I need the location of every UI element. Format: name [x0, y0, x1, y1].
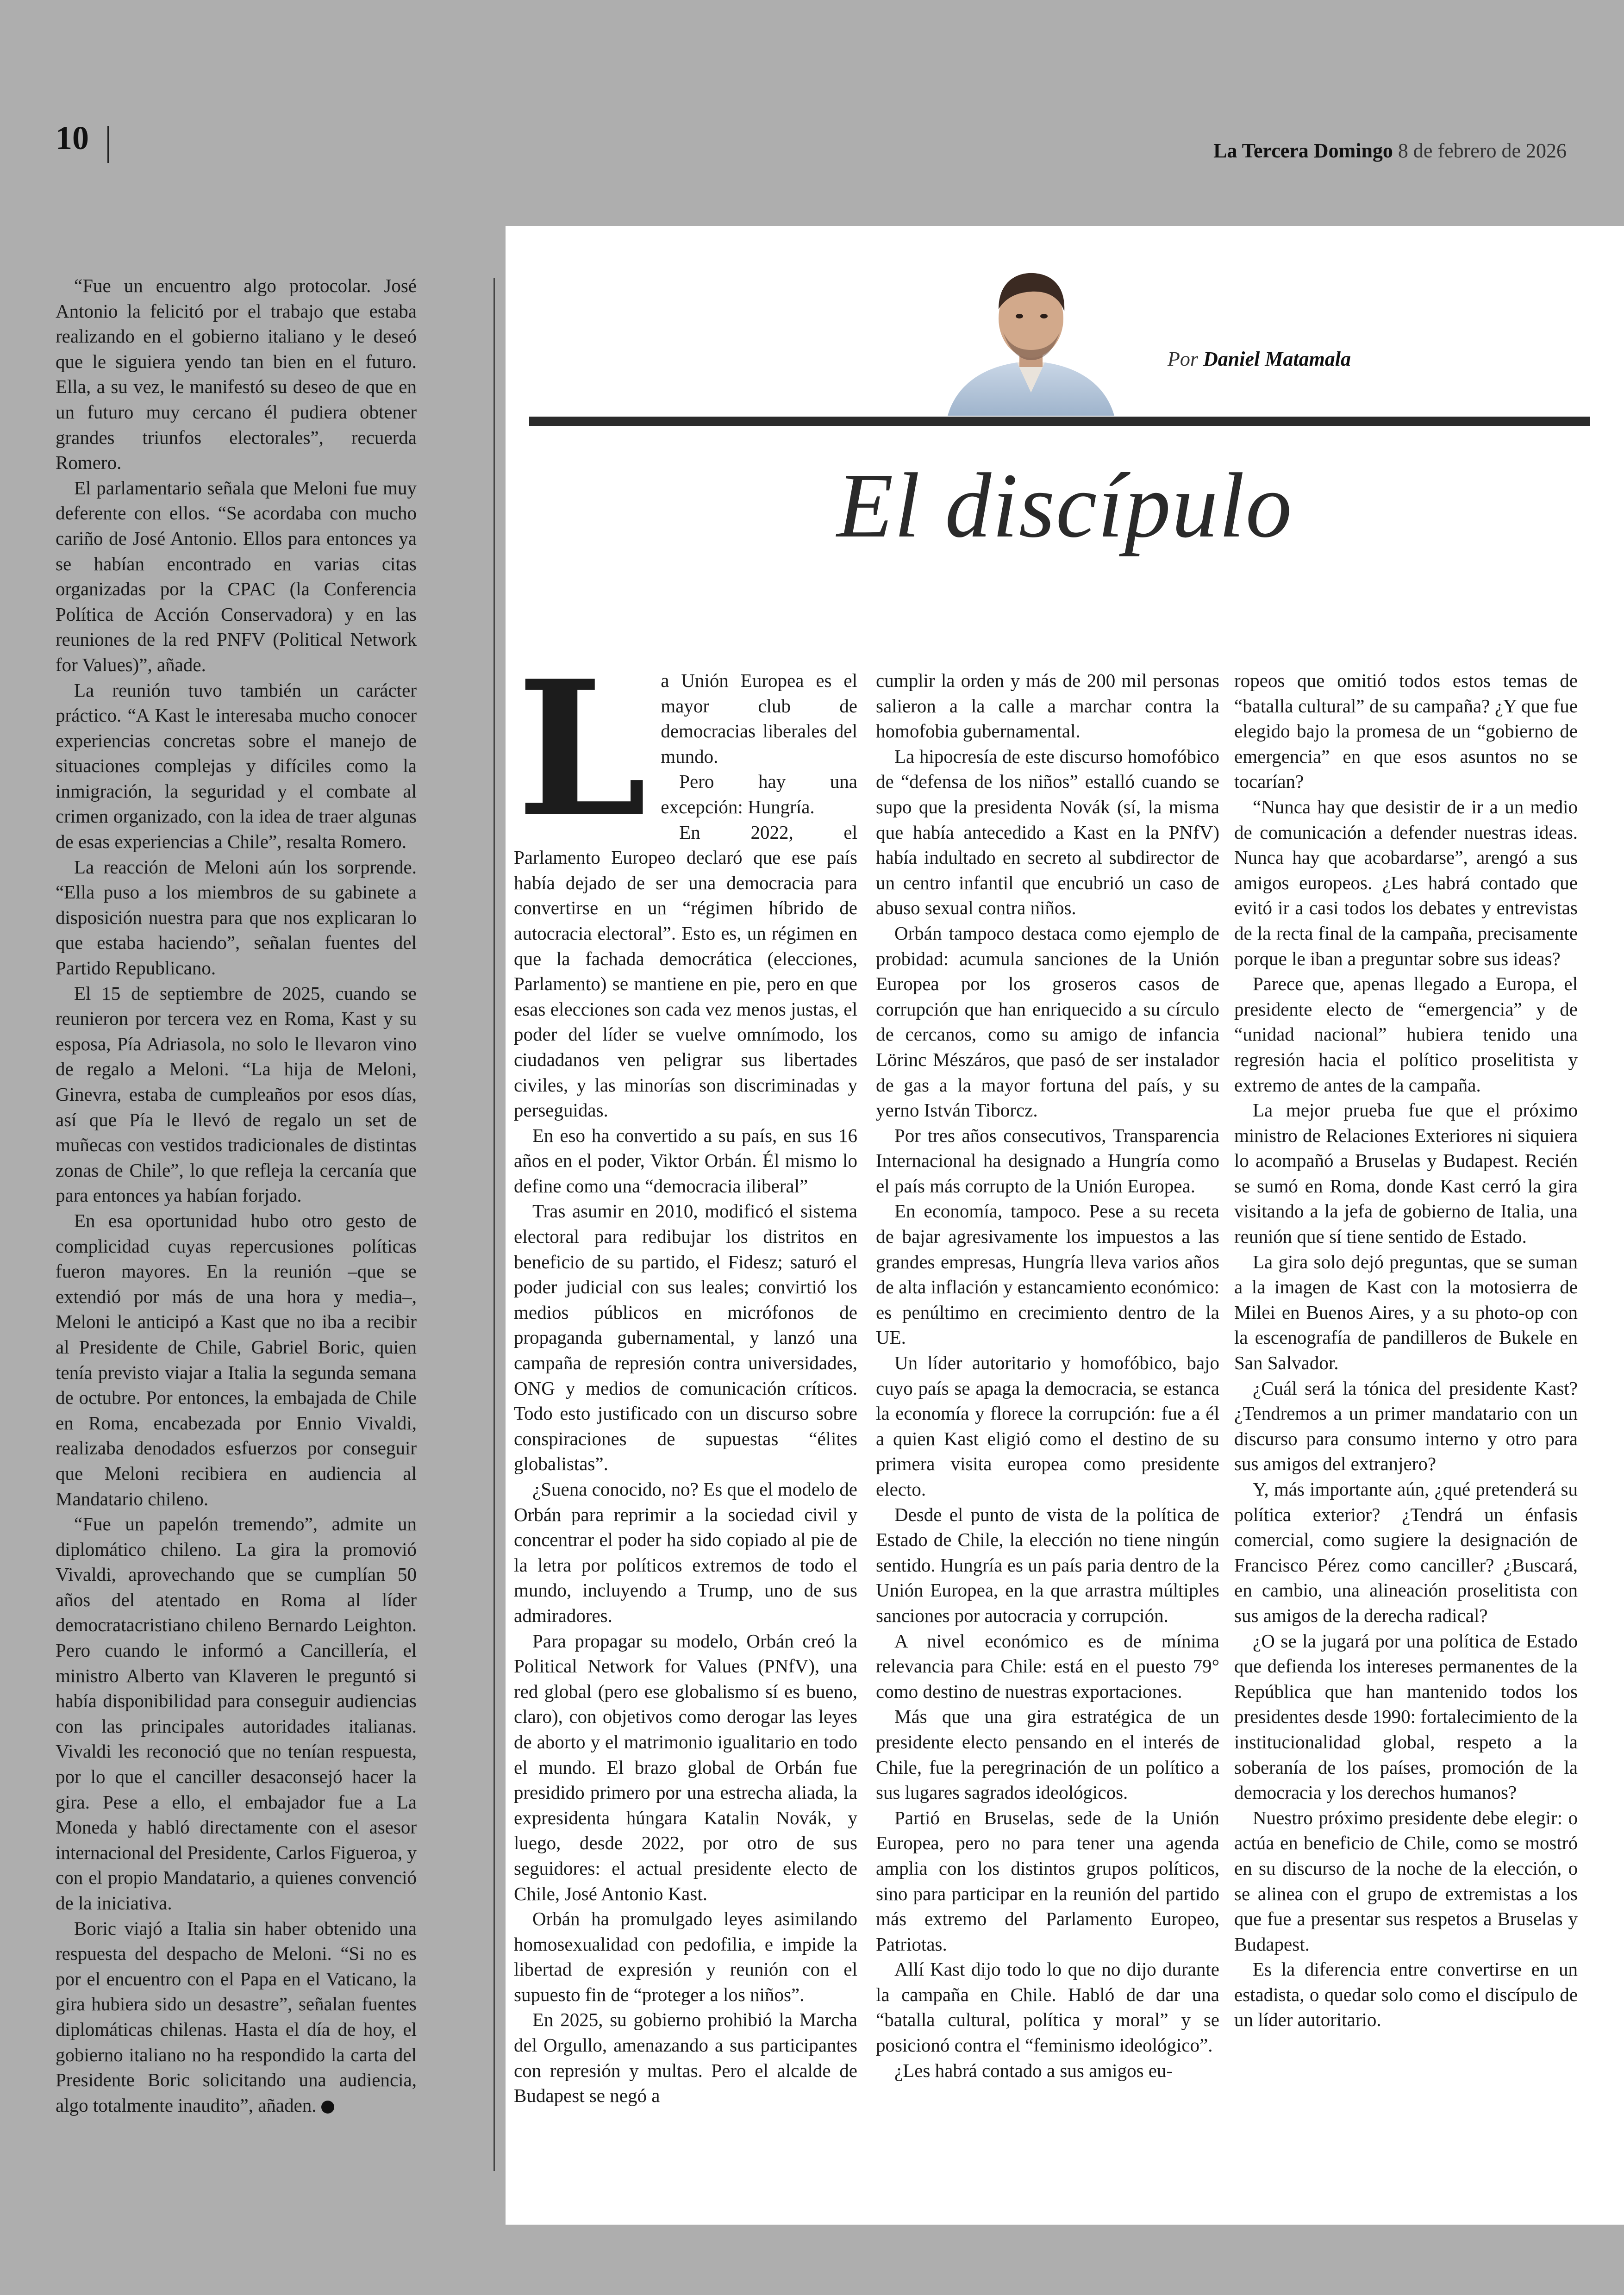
headline-rule: [529, 417, 1590, 426]
byline: [1168, 347, 1351, 371]
byline-prefix: Por: [1168, 348, 1198, 370]
sidebar-paragraph-last: [56, 1916, 417, 2118]
masthead: [1213, 139, 1567, 162]
article-paragraph: Tras asumir en 2010, modificó el sistema electoral para redibujar los distritos en beneficio de su partido, el Fidesz; saturó el poder judicial con sus leales; convirtió los medios públicos en micrófonos de propaganda gubernamental, y lanzó una campaña de represión contra universidades, ONG y medios de comunicación críticos. Todo esto justificado con un discurso sobre conspiraciones de supuestas “élites globalistas”.: [514, 1200, 857, 1475]
article-paragraph: En economía, tampoco. Pese a su receta de bajar agresivamente los impuestos a las grandes empresas, Hungría lleva varios años de alta inflación y estancamiento económico: es penúltimo en crecimiento dentro de la UE.: [876, 1200, 1219, 1348]
article-paragraph: ropeos que omitió todos estos temas de “batalla cultural” de su campaña? ¿Y que fue elegido bajo la promesa de un “gobierno de emergencia” en que esos asuntos no se tocarían?: [1234, 670, 1578, 792]
article-paragraph: Allí Kast dijo todo lo que no dijo durante la campaña en Chile. Habló de dar una “batalla cultural, política y moral” y se posicionó contra el “feminismo ideológico”.: [876, 1958, 1219, 2056]
article-paragraph: Más que una gira estratégica de un presidente electo pensando en el interés de Chile, fue la peregrinación de un político a sus lugares sagrados ideológicos.: [876, 1706, 1219, 1803]
sidebar-paragraph: El 15 de septiembre de 2025, cuando se reunieron por tercera vez en Roma, Kast y su esposa, Pía Adriasola, no solo le llevaron vino de regalo a Meloni. “La hija de Meloni, Ginevra, estaba de cumpleaños por esos días, así que Pía le llevó de regalo un set de muñecas con vestidos tradicionales de distintas zonas de Chile”, lo que refleja la cercanía que para entonces ya habían forjado.: [56, 982, 417, 1206]
opinion-column: [506, 226, 1624, 2225]
end-mark-icon: [321, 2101, 334, 2114]
sidebar-paragraph: “Fue un encuentro algo protocolar. José Antonio la felicitó por el trabajo que estaba realizando en el gobierno italiano y le deseó que le siguiera yendo tan bien en el futuro. Ella, a su vez, le manifestó su deseo de que en un futuro muy cercano él pudiera obtener grandes triunfos electorales”, recuerda Romero.: [56, 275, 417, 474]
article-paragraph: a Unión Europea es el mayor club de democracias liberales del mundo.: [661, 670, 857, 767]
article-column-1: [514, 640, 857, 2108]
page-number: 10: [56, 119, 89, 156]
article-paragraph: ¿Les habrá contado a sus amigos eu-: [894, 2059, 1173, 2081]
author-name: Daniel Matamala: [1203, 348, 1351, 370]
article-paragraph: En eso ha convertido a su país, en sus 16 años en el poder, Viktor Orbán. Él mismo lo define como una “democracia iliberal”: [514, 1124, 857, 1197]
article-paragraph: ¿Suena conocido, no? Es que el modelo de Orbán para reprimir a la sociedad civil y concentrar el poder ha sido copiado al pie de la letra por políticos extremos de todo el mundo, incluyendo a Trump, uno de sus admiradores.: [514, 1478, 857, 1626]
publication-date: 8 de febrero de 2026: [1398, 139, 1567, 162]
article-paragraph: Desde el punto de vista de la política de Estado de Chile, la elección no tiene ningún sentido. Hungría es un país paria dentro de la Unión Europea, en la que arrastra múltiples sanciones por autocracia y corrupción.: [876, 1503, 1219, 1626]
page-number-rule: [107, 126, 109, 163]
article-paragraph: En 2022, el Parlamento Europeo declaró que ese país había dejado de ser una democracia para convertirse en un “régimen híbrido de autocracia electoral”. Esto es, un régimen en que la fachada democrática (elecciones, Parlamento) se mantiene en pie, pero en que esas elecciones son cada vez menos justas, el poder del líder se vuelve omnímodo, los ciudadanos ven peligrar sus libertades civiles, y las minorías son discriminadas y perseguidas.: [514, 821, 857, 1121]
article-column-2: [876, 668, 1219, 2083]
article-paragraph: Partió en Bruselas, sede de la Unión Europea, pero no para tener una agenda amplia con los distintos grupos políticos, sino para participar en la reunión del partido más extremo del Parlamento Europeo, Patriotas.: [876, 1807, 1219, 1955]
sidebar-paragraph: El parlamentario señala que Meloni fue muy deferente con ellos. “Se acordaba con mucho cariño de José Antonio. Ellos para entonces ya se habían encontrado en varias citas organizadas por la CPAC (la Conferencia Política de Acción Conservadora) y en las reuniones de la red PNFV (Political Network for Values)”, añade.: [56, 477, 417, 675]
sidebar-paragraph: “Fue un papelón tremendo”, admite un diplomático chileno. La gira la promovió Vivaldi, aprovechando que se cumplían 50 años del atentado en Roma al líder democratacristiano chileno Bernardo Leighton. Pero cuando le informó a Cancillería, el ministro Alberto van Klaveren le preguntó si había disponibilidad para conseguir audiencias con las principales autoridades italianas. Vivaldi les reconoció que no tenían respuesta, por lo que el canciller desaconsejó hacer la gira. Pese a ello, el embajador fue a La Moneda y habló directamente con el asesor internacional del Presidente, Carlos Figueroa, y con el propio Mandatario, a quienes convenció de la iniciativa.: [56, 1513, 417, 1914]
sidebar-last-text: Boric viajó a Italia sin haber obtenido una respuesta del despacho de Meloni. “Si no es por el encuentro con el Papa en el Vaticano, la gira hubiera sido un desastre”, señalan fuentes diplomáticas chilenas. Hasta el día de hoy, el gobierno italiano no ha respondido la carta del Presidente Boric solicitando una audiencia, algo totalmente inaudito”, añaden.: [56, 1917, 417, 2116]
article-paragraph: ¿Cuál será la tónica del presidente Kast? ¿Tendremos a un primer mandatario con un discurso para consumo interno y otro para sus amigos del extranjero?: [1234, 1377, 1578, 1475]
article-paragraph: Parece que, apenas llegado a Europa, el presidente electo de “emergencia” y de “unidad nacional” hubiera tenido una regresión hacia el político proselitista y extremo de antes de la campaña.: [1234, 973, 1578, 1096]
article-paragraph: Por tres años consecutivos, Transparencia Internacional ha designado a Hungría como el país más corrupto de la Unión Europea.: [876, 1124, 1219, 1197]
headline: El discípulo: [837, 455, 1293, 557]
column-divider: [493, 278, 495, 2171]
article-paragraph: La hipocresía de este discurso homofóbico de “defensa de los niños” estalló cuando se supo que la presidenta Novák (sí, la misma que había antecedido a Kast en la PNfV) había indultado en secreto al subdirector de un centro infantil que encubrió un caso de abuso sexual contra niños.: [876, 745, 1219, 919]
sidebar-paragraph: En esa oportunidad hubo otro gesto de complicidad cuyas repercusiones políticas fueron mayores. En la reunión –que se extendió por más de una hora y media–, Meloni le anticipó a Kast que no iba a recibir al Presidente de Chile, Gabriel Boric, quien tenía previsto viajar a Italia la segunda semana de octubre. Por entonces, la embajada de Chile en Roma, encabezada por Ennio Vivaldi, realizaba denodados esfuerzos por conseguir que Meloni recibiera en audiencia al Mandatario chileno.: [56, 1210, 417, 1509]
article-column-3: [1234, 668, 1578, 2033]
article-paragraph: Y, más importante aún, ¿qué pretenderá su política exterior? ¿Tendrá un énfasis comercial, como sugiere la designación de Francisco Pérez como canciller? ¿Buscará, en cambio, una alineación proselitista con sus amigos de la derecha radical?: [1234, 1478, 1578, 1626]
article-paragraph: ¿O se la jugará por una política de Estado que defienda los intereses permanentes de la República que han mantenido todos los presidentes desde 1990: fortalecimiento de la institucionalidad global, respeto a la soberanía de los países, promoción de la democracia y los derechos humanos?: [1234, 1630, 1578, 1803]
article-paragraph: cumplir la orden y más de 200 mil personas salieron a la calle a marchar contra la homofobia gubernamental.: [876, 670, 1219, 742]
article-paragraph: Un líder autoritario y homofóbico, bajo cuyo país se apaga la democracia, se estanca la economía y florece la corrupción: fue a él a quien Kast eligió como el destino de su primera visita europea como presidente electo.: [876, 1352, 1219, 1500]
article-paragraph: En 2025, su gobierno prohibió la Marcha del Orgullo, amenazando a sus participantes con represión y multas. Pero el alcalde de Budapest se negó a: [514, 2009, 857, 2107]
sidebar-paragraph: La reacción de Meloni aún los sorprende. “Ella puso a los miembros de su gabinete a disposición nuestra para que nos explicaran lo que estaba haciendo”, señalan fuentes del Partido Republicano.: [56, 856, 417, 979]
sidebar-paragraph: La reunión tuvo también un carácter práctico. “A Kast le interesaba mucho conocer experiencias concretas sobre el manejo de situaciones complejas y difíciles como la inmigración, la seguridad y el combate al crimen organizado, con la idea de traer algunas de esas experiencias a Chile”, resalta Romero.: [56, 679, 417, 853]
article-paragraph: Es la diferencia entre convertirse en un estadista, o quedar solo como el discípulo de un líder autoritario.: [1234, 1958, 1578, 2031]
article-paragraph: A nivel económico es de mínima relevancia para Chile: está en el puesto 79° como destino de nuestras exportaciones.: [876, 1630, 1219, 1702]
article-paragraph: La mejor prueba fue que el próximo ministro de Relaciones Exteriores ni siquiera lo acompañó a Bruselas y Budapest. Recién se sumó en Roma, donde Kast cerró la gira visitando a la jefa de gobierno de Italia, una reunión que sí tiene sentido de Estado.: [1234, 1099, 1578, 1247]
article-paragraph: Orbán tampoco destaca como ejemplo de probidad: acumula sanciones de la Unión Europea por los groseros casos de corrupción que han enriquecido a su círculo de cercanos, como su amigo de infancia Lörinc Mészáros, que pasó de ser instalador de gas a la mayor fortuna del país, y su yerno István Tiborcz.: [876, 922, 1219, 1121]
sidebar-story: [56, 273, 417, 2118]
author-portrait: [929, 258, 1133, 416]
article-paragraph: “Nunca hay que desistir de ir a un medio de comunicación a defender nuestras ideas. Nunca hay que acobardarse”, arengó a sus amigos europeos. ¿Les habrá contado que evitó ir a casi todos los debates y entrevistas de la recta final de la campaña, precisamente porque le iban a preguntar sobre sus ideas?: [1234, 796, 1578, 969]
article-paragraph: Orbán ha promulgado leyes asimilando homosexualidad con pedofilia, e impide la libertad de expresión y reunión con el supuesto fin de “proteger a los niños”.: [514, 1908, 857, 2005]
article-paragraph: Pero hay una excepción: Hungría.: [661, 771, 857, 817]
article-paragraph: Para propagar su modelo, Orbán creó la Political Network for Values (PNfV), una red global (pero ese globalismo sí es bueno, claro), con objetivos como derogar las leyes de aborto y el matrimonio igualitario en todo el mundo. El brazo global de Orbán fue presidido primero por una estrecha aliada, la expresidenta húngara Katalin Novák, y luego, desde 2022, por otro de sus seguidores: el actual presidente electo de Chile, José Antonio Kast.: [514, 1630, 857, 1904]
drop-cap: L: [517, 640, 647, 858]
article-paragraph: Nuestro próximo presidente debe elegir: o actúa en beneficio de Chile, como se mostró en su discurso de la noche de la elección, o se alinea con el grupo de extremistas a los que fue a presentar sus respetos a Bruselas y Budapest.: [1234, 1807, 1578, 1955]
article-paragraph: La gira solo dejó preguntas, que se suman a la imagen de Kast con la motosierra de Milei en Buenos Aires, y a su photo-op con la escenografía de pandilleros de Bukele en San Salvador.: [1234, 1251, 1578, 1374]
publication-name: La Tercera Domingo: [1213, 139, 1393, 162]
